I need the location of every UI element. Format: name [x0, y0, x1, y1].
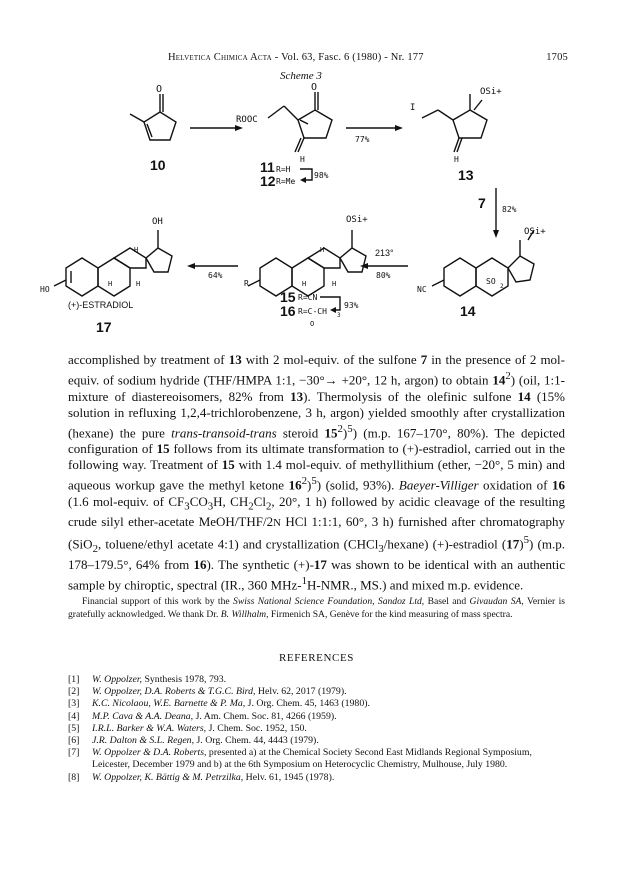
compound-14-label: 14 [460, 303, 476, 319]
reference-item: [2] W. Oppolzer, D.A. Roberts & T.G.C. Bird, Helv. 62, 2017 (1979). [68, 686, 347, 698]
acknowledgment: Financial support of this work by the Swiss National Science Foundation, Sandoz Ltd, Basel and Givaudan SA, Vernier is gratefully acknowledged. We thank Dr. B. Willhalm, Firmenich SA, Genève for the kind measuring of mass spectra. [68, 596, 566, 620]
svg-text:H: H [320, 246, 325, 254]
compound-16-label: 16 [280, 303, 296, 319]
svg-text:93%: 93% [344, 301, 359, 310]
compound-17-label: 17 [96, 319, 112, 335]
svg-text:O: O [156, 84, 163, 95]
compound-7-label: 7 [478, 195, 486, 211]
main-text: accomplished by treatment of 13 with 2 mol-equiv. of the sulfone 7 in the presence of 2 mol-equiv. of sodium hydride (THF/HMPA 1:1, −30°→ +20°, 12 h, argon) to obtain $14^2$) (oil, 1:1-mixture of diastereoisomers, 82% from 13). Thermolysis of the olefinic sulfone 14 (15% solution in refluxing 1,2,4-trichlorobenzene, 3 h, argon) yielded smoothly after crystallization (hexane) the pure trans-transoid-trans steroid $15^2)^5$) (m.p. 167–170°, 80%). The depicted configuration of 15 follows from its ultimate transformation to (+)-estradiol, carried out in the following way. Treatment of 15 with 1.4 mol-equiv. of methyllithium (ether, −20°, 5 min) and aqueous workup gave the methyl ketone $16^2)^5$) (solid, 93%). Baeyer-Villiger oxidation of 16 (1.6 mol-equiv. of $CF_3CO_3H$, $CH_2Cl_2$, 20°, 1 h) followed by acidic cleavage of the resulting crude silyl ether-acetate MeOH/THF/2N HCl 1:1:1, 60°, 3 h) furnished after chromatography (SiO$_2$, toluene/ethyl acetate 4:1) and crystallization (CHCl$_3$/hexane) (+)-estradiol $(17)^5$) (m.p. 178–179.5°, 64% from 16). The synthetic (+)-17 was shown to be identical with an authentic sample by chiroptic, spectral (IR., 360 MHz-$^1$H-NMR., MS.) and mixed m.p. evidence. [68, 352, 566, 592]
reference-item: [3] K.C. Nicolaou, W.E. Barnette & P. Ma, J. Org. Chem. 45, 1463 (1980). [68, 698, 370, 710]
structure-17 [54, 230, 172, 296]
scheme-title: Scheme 3 [280, 70, 322, 82]
reference-item: [1] W. Oppolzer, Synthesis 1978, 793. [68, 674, 227, 685]
reference-item: [7] W. Oppolzer & D.A. Roberts, presented a) at the Chemical Society Second East Midlands Regional Symposium, Leicester, December 1979 and b) at the 6th Symposium on Heterocyclic Chemistry, Mulhouse, July 1980. [68, 747, 532, 771]
svg-text:OSi+: OSi+ [524, 227, 546, 237]
rooc-label: ROOC [236, 115, 258, 125]
svg-text:OSi+: OSi+ [346, 215, 368, 225]
svg-text:H: H [332, 280, 337, 288]
svg-text:O: O [310, 320, 315, 328]
estradiol-label: (+)-ESTRADIOL [68, 300, 134, 310]
structure-14 [432, 230, 534, 296]
compound-15-label: 15 [280, 289, 296, 305]
svg-text:R=Me: R=Me [276, 177, 296, 186]
yield-17: 64% [208, 271, 223, 280]
page-number: 1705 [546, 52, 568, 63]
svg-text:OH: OH [152, 217, 163, 227]
svg-text:SO: SO [486, 277, 496, 286]
structure-13 [422, 94, 487, 152]
structure-10 [130, 84, 176, 140]
svg-text:H: H [108, 280, 113, 288]
compound-13-label: 13 [458, 167, 474, 183]
svg-text:H: H [302, 280, 307, 288]
references-heading: REFERENCES [278, 652, 355, 664]
svg-text:R=H: R=H [276, 165, 291, 174]
svg-text:R: R [244, 279, 249, 288]
reference-item: [5] I.R.L. Barker & W.A. Waters, J. Chem. Soc. 1952, 150. [68, 722, 307, 734]
svg-text:H: H [134, 246, 139, 254]
volume-info: - Vol. 63, Fasc. 6 (1980) - Nr. 177 [271, 52, 424, 63]
svg-text:98%: 98% [314, 171, 329, 180]
structure-11-12 [268, 82, 332, 152]
svg-text:3: 3 [337, 312, 341, 319]
reference-item: [4] M.P. Cava & A.A. Deana, J. Am. Chem. Soc. 81, 4266 (1959). [68, 710, 337, 722]
yield-15: 80% [376, 271, 391, 280]
svg-text:I: I [410, 103, 416, 113]
temp-15: 213° [375, 248, 394, 258]
svg-text:H: H [300, 155, 305, 164]
svg-text:H: H [454, 155, 459, 164]
reference-item: [8] W. Oppolzer, K. Bättig & M. Petrzilka, Helv. 61, 1945 (1978). [68, 771, 335, 783]
reference-item: [6] J.R. Dalton & S.L. Regen, J. Org. Chem. 44, 4443 (1979). [68, 735, 319, 747]
yield-14: 82% [502, 205, 517, 214]
svg-text:NC: NC [417, 285, 427, 294]
svg-text:O: O [311, 82, 318, 93]
structure-15-16 [248, 230, 366, 296]
svg-text:R=CN: R=CN [298, 293, 318, 302]
svg-text:HO: HO [40, 285, 50, 294]
reaction-scheme [40, 80, 590, 350]
compound-11-label: 11 [260, 159, 275, 175]
svg-text:H: H [136, 280, 141, 288]
journal-name: Helvetica Chimica Acta [168, 52, 272, 63]
compound-10-label: 10 [150, 157, 166, 173]
compound-12-label: 12 [260, 173, 276, 189]
reference-list [68, 674, 565, 784]
svg-text:2: 2 [500, 283, 504, 290]
yield-13: 77% [355, 135, 370, 144]
svg-text:OSi+: OSi+ [480, 87, 502, 97]
svg-text:R=C-CH: R=C-CH [298, 307, 327, 316]
running-header [68, 52, 568, 66]
